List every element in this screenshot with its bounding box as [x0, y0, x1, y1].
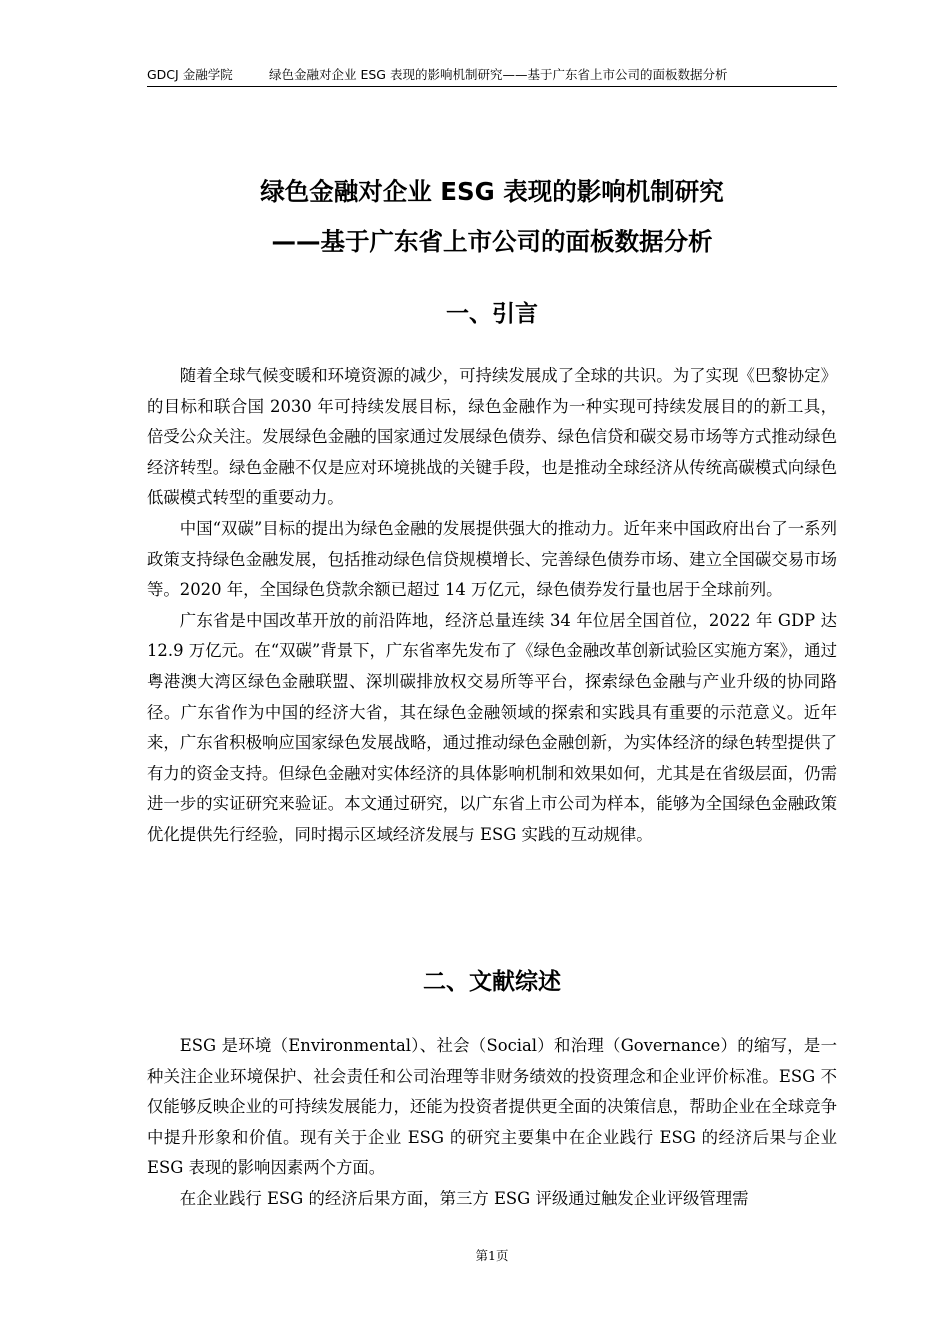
paragraph: 中国“双碳”目标的提出为绿色金融的发展提供强大的推动力。近年来中国政府出台了一系列政策支持绿色金融发展，包括推动绿色信贷规模增长、完善绿色债券市场、建立全国碳交易市场等。2020 年，全国绿色贷款余额已超过 14 万亿元，绿色债券发行量也居于全球前列。	[147, 518, 837, 600]
paragraph: 随着全球气候变暖和环境资源的减少，可持续发展成了全球的共识。为了实现《巴黎协定》的目标和联合国 2030 年可持续发展目标，绿色金融作为一种实现可持续发展目的的新工具，倍受公众关注。发展绿色金融的国家通过发展绿色债券、绿色信贷和碳交易市场等方式推动绿色经济转型。绿色金融不仅是应对环境挑战的关键手段，也是推动全球经济从传统高碳模式向绿色低碳模式转型的重要动力。	[147, 366, 837, 508]
section-heading-introduction: 一、引言	[446, 301, 538, 327]
paragraph: 广东省是中国改革开放的前沿阵地，经济总量连续 34 年位居全国首位，2022 年 GDP 达 12.9 万亿元。在“双碳”背景下，广东省率先发布了《绿色金融改革创新试验区实施方案》，通过粤港澳大湾区绿色金融联盟、深圳碳排放权交易所等平台，探索绿色金融与产业升级的协同路径。广东省作为中国的经济大省，其在绿色金融领域的探索和实践具有重要的示范意义。近年来，广东省积极响应国家绿色发展战略，通过推动绿色金融创新，为实体经济的绿色转型提供了有力的资金支持。但绿色金融对实体经济的具体影响机制和效果如何，尤其是在省级层面，仍需进一步的实证研究来验证。本文通过研究，以广东省上市公司为样本，能够为全国绿色金融政策优化提供先行经验，同时揭示区域经济发展与 ESG 实践的互动规律。	[147, 610, 837, 844]
paper-title-line2: ——基于广东省上市公司的面板数据分析	[271, 227, 713, 256]
section-heading-literature-review: 二、文献综述	[423, 969, 561, 995]
running-header	[147, 64, 837, 87]
paper-title-line1: 绿色金融对企业 ESG 表现的影响机制研究	[260, 177, 724, 206]
page-number: 第1页	[475, 1248, 509, 1263]
section-body-literature-review	[147, 1031, 837, 1215]
paragraph: ESG 是环境（Environmental）、社会（Social）和治理（Governance）的缩写，是一种关注企业环境保护、社会责任和公司治理等非财务绩效的投资理念和企业评价标准。ESG 不仅能够反映企业的可持续发展能力，还能为投资者提供更全面的决策信息，帮助企业在全球竞争中提升形象和价值。现有关于企业 ESG 的研究主要集中在企业践行 ESG 的经济后果与企业 ESG 表现的影响因素两个方面。	[147, 1036, 837, 1178]
paragraph: 在企业践行 ESG 的经济后果方面，第三方 ESG 评级通过触发企业评级管理需	[179, 1188, 749, 1208]
header-paper-title: 绿色金融对企业 ESG 表现的影响机制研究——基于广东省上市公司的面板数据分析	[269, 67, 728, 82]
section-body-introduction	[147, 361, 837, 851]
header-institution: GDCJ 金融学院	[147, 67, 233, 82]
